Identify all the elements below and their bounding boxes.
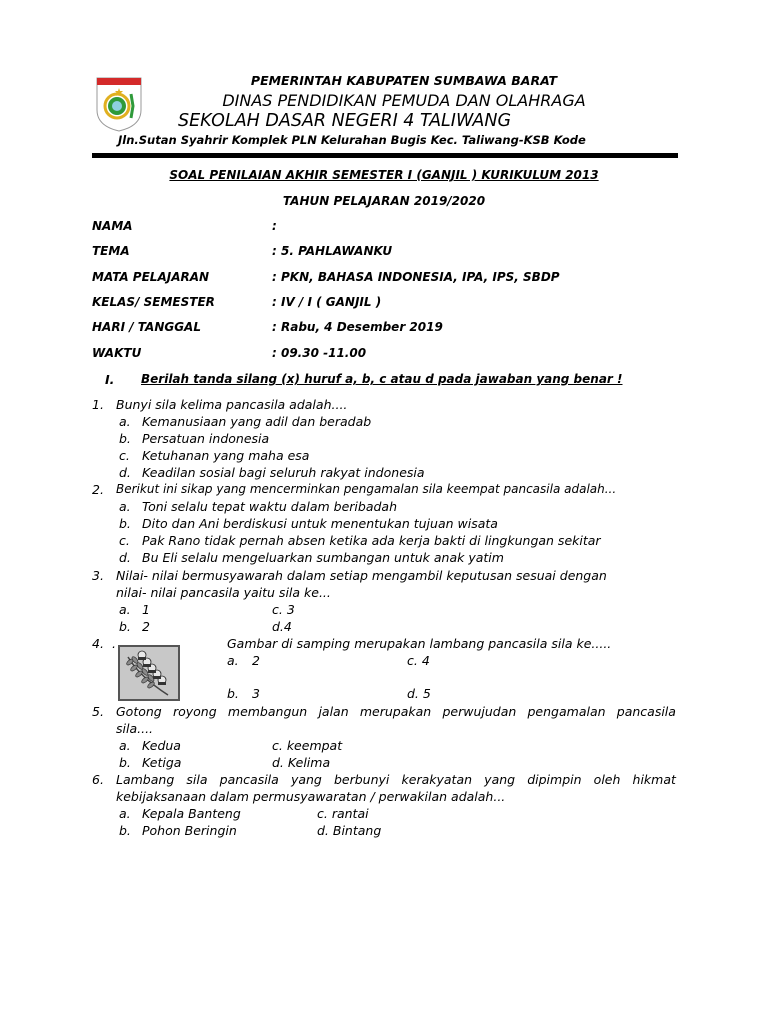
option-text: Pohon Beringin bbox=[142, 823, 237, 838]
option-letter: c. bbox=[119, 533, 130, 548]
section-instruction: Berilah tanda silang (x) huruf a, b, c atau d pada jawaban yang benar ! bbox=[141, 372, 623, 386]
question-text bbox=[116, 704, 676, 719]
identity-value: : 5. PAHLAWANKU bbox=[272, 244, 393, 258]
word: yang bbox=[484, 772, 516, 787]
option-text: Kedua bbox=[142, 738, 181, 753]
option-letter: b. bbox=[119, 619, 131, 634]
word: pancasila bbox=[616, 704, 676, 719]
option-letter: b. bbox=[119, 516, 131, 531]
question-number: 2. bbox=[92, 482, 104, 497]
option-text: Ketiga bbox=[142, 755, 182, 770]
word: dipimpin bbox=[527, 772, 582, 787]
option-text: Dito dan Ani berdiskusi untuk menentukan tujuan wisata bbox=[142, 516, 498, 531]
header-divider bbox=[92, 153, 678, 158]
option-text: d. Bintang bbox=[317, 823, 382, 838]
identity-value: : Rabu, 4 Desember 2019 bbox=[272, 320, 443, 334]
header-government: PEMERINTAH KABUPATEN SUMBAWA BARAT bbox=[250, 73, 558, 88]
word: kerakyatan bbox=[401, 772, 473, 787]
question-number: 6. bbox=[92, 772, 104, 787]
word: oleh bbox=[593, 772, 621, 787]
option-text: 2 bbox=[142, 619, 150, 634]
question-text bbox=[116, 772, 676, 787]
identity-value: : bbox=[272, 219, 277, 233]
identity-value: : 09.30 -11.00 bbox=[272, 346, 367, 360]
word: membangun bbox=[227, 704, 308, 719]
option-text: Pak Rano tidak pernah absen ketika ada kerja bakti di lingkungan sekitar bbox=[142, 533, 601, 548]
option-letter: b. bbox=[227, 686, 239, 701]
question-number: 4. bbox=[92, 636, 104, 651]
option-text: c. 3 bbox=[272, 602, 295, 617]
option-text: Kepala Banteng bbox=[142, 806, 241, 821]
option-text: Ketuhanan yang maha esa bbox=[142, 448, 310, 463]
identity-label: WAKTU bbox=[92, 346, 142, 360]
option-letter: a. bbox=[119, 602, 131, 617]
question-number: 3. bbox=[92, 568, 104, 583]
option-letter: a. bbox=[119, 738, 131, 753]
question-text: Bunyi sila kelima pancasila adalah.... bbox=[116, 397, 348, 412]
word: sila bbox=[186, 772, 208, 787]
question-text: Gambar di samping merupakan lambang pancasila sila ke..... bbox=[227, 636, 612, 651]
word: jalan bbox=[318, 704, 349, 719]
option-letter: a. bbox=[119, 806, 131, 821]
option-letter: a. bbox=[119, 499, 131, 514]
header-address: Jln.Sutan Syahrir Komplek PLN Kelurahan Bugis Kec. Taliwang-KSB Kode bbox=[118, 133, 586, 147]
word: Gotong bbox=[116, 704, 162, 719]
rice-cotton-emblem-image bbox=[118, 645, 180, 701]
section-number: I. bbox=[105, 372, 115, 387]
word: perwujudan bbox=[442, 704, 517, 719]
question-number: 5. bbox=[92, 704, 104, 719]
identity-label: NAMA bbox=[92, 219, 133, 233]
option-text: c. 4 bbox=[407, 653, 430, 668]
option-text: c. keempat bbox=[272, 738, 343, 753]
question-text-continued: kebijaksanaan dalam permusyawaratan / perwakilan adalah... bbox=[116, 789, 506, 804]
option-text: d. 5 bbox=[407, 686, 431, 701]
identity-label: MATA PELAJARAN bbox=[92, 270, 210, 284]
option-text: Persatuan indonesia bbox=[142, 431, 270, 446]
question-dot: . bbox=[112, 636, 116, 651]
question-text: Berikut ini sikap yang mencerminkan pengamalan sila keempat pancasila adalah... bbox=[116, 482, 617, 496]
question-text-continued: sila.... bbox=[116, 721, 154, 736]
option-letter: b. bbox=[119, 755, 131, 770]
option-text: 3 bbox=[252, 686, 260, 701]
option-letter: b. bbox=[119, 431, 131, 446]
option-text: c. rantai bbox=[317, 806, 369, 821]
question-text-continued: nilai- nilai pancasila yaitu sila ke... bbox=[116, 585, 331, 600]
header-department: DINAS PENDIDIKAN PEMUDA DAN OLAHRAGA bbox=[222, 91, 586, 110]
word: Lambang bbox=[116, 772, 175, 787]
option-text: Kemanusiaan yang adil dan beradab bbox=[142, 414, 372, 429]
option-text: 2 bbox=[252, 653, 260, 668]
word: hikmat bbox=[632, 772, 676, 787]
question-number: 1. bbox=[92, 397, 104, 412]
option-text: 1 bbox=[142, 602, 150, 617]
option-letter: a. bbox=[227, 653, 239, 668]
word: merupakan bbox=[359, 704, 432, 719]
word: pancasila bbox=[219, 772, 279, 787]
option-text: d. Kelima bbox=[272, 755, 331, 770]
header-school-name: SEKOLAH DASAR NEGERI 4 TALIWANG bbox=[178, 111, 512, 131]
question-text: Nilai- nilai bermusyawarah dalam setiap mengambil keputusan sesuai dengan bbox=[116, 568, 607, 583]
word: royong bbox=[172, 704, 217, 719]
option-text: d.4 bbox=[272, 619, 292, 634]
exam-title: SOAL PENILAIAN AKHIR SEMESTER I (GANJIL ) KURIKULUM 2013 bbox=[169, 168, 599, 182]
academic-year: TAHUN PELAJARAN 2019/2020 bbox=[282, 194, 486, 208]
identity-label: KELAS/ SEMESTER bbox=[92, 295, 215, 309]
option-text: Toni selalu tepat waktu dalam beribadah bbox=[142, 499, 398, 514]
identity-label: TEMA bbox=[92, 244, 130, 258]
identity-label: HARI / TANGGAL bbox=[92, 320, 201, 334]
option-text: Bu Eli selalu mengeluarkan sumbangan untuk anak yatim bbox=[142, 550, 504, 565]
identity-value: : IV / I ( GANJIL ) bbox=[272, 295, 382, 309]
word: berbunyi bbox=[333, 772, 390, 787]
option-text: Keadilan sosial bagi seluruh rakyat indonesia bbox=[142, 465, 425, 480]
word: yang bbox=[290, 772, 322, 787]
identity-value: : PKN, BAHASA INDONESIA, IPA, IPS, SBDP bbox=[272, 270, 560, 284]
option-letter: a. bbox=[119, 414, 131, 429]
word: pengamalan bbox=[527, 704, 606, 719]
option-letter: c. bbox=[119, 448, 130, 463]
option-letter: d. bbox=[119, 550, 131, 565]
option-letter: d. bbox=[119, 465, 131, 480]
option-letter: b. bbox=[119, 823, 131, 838]
